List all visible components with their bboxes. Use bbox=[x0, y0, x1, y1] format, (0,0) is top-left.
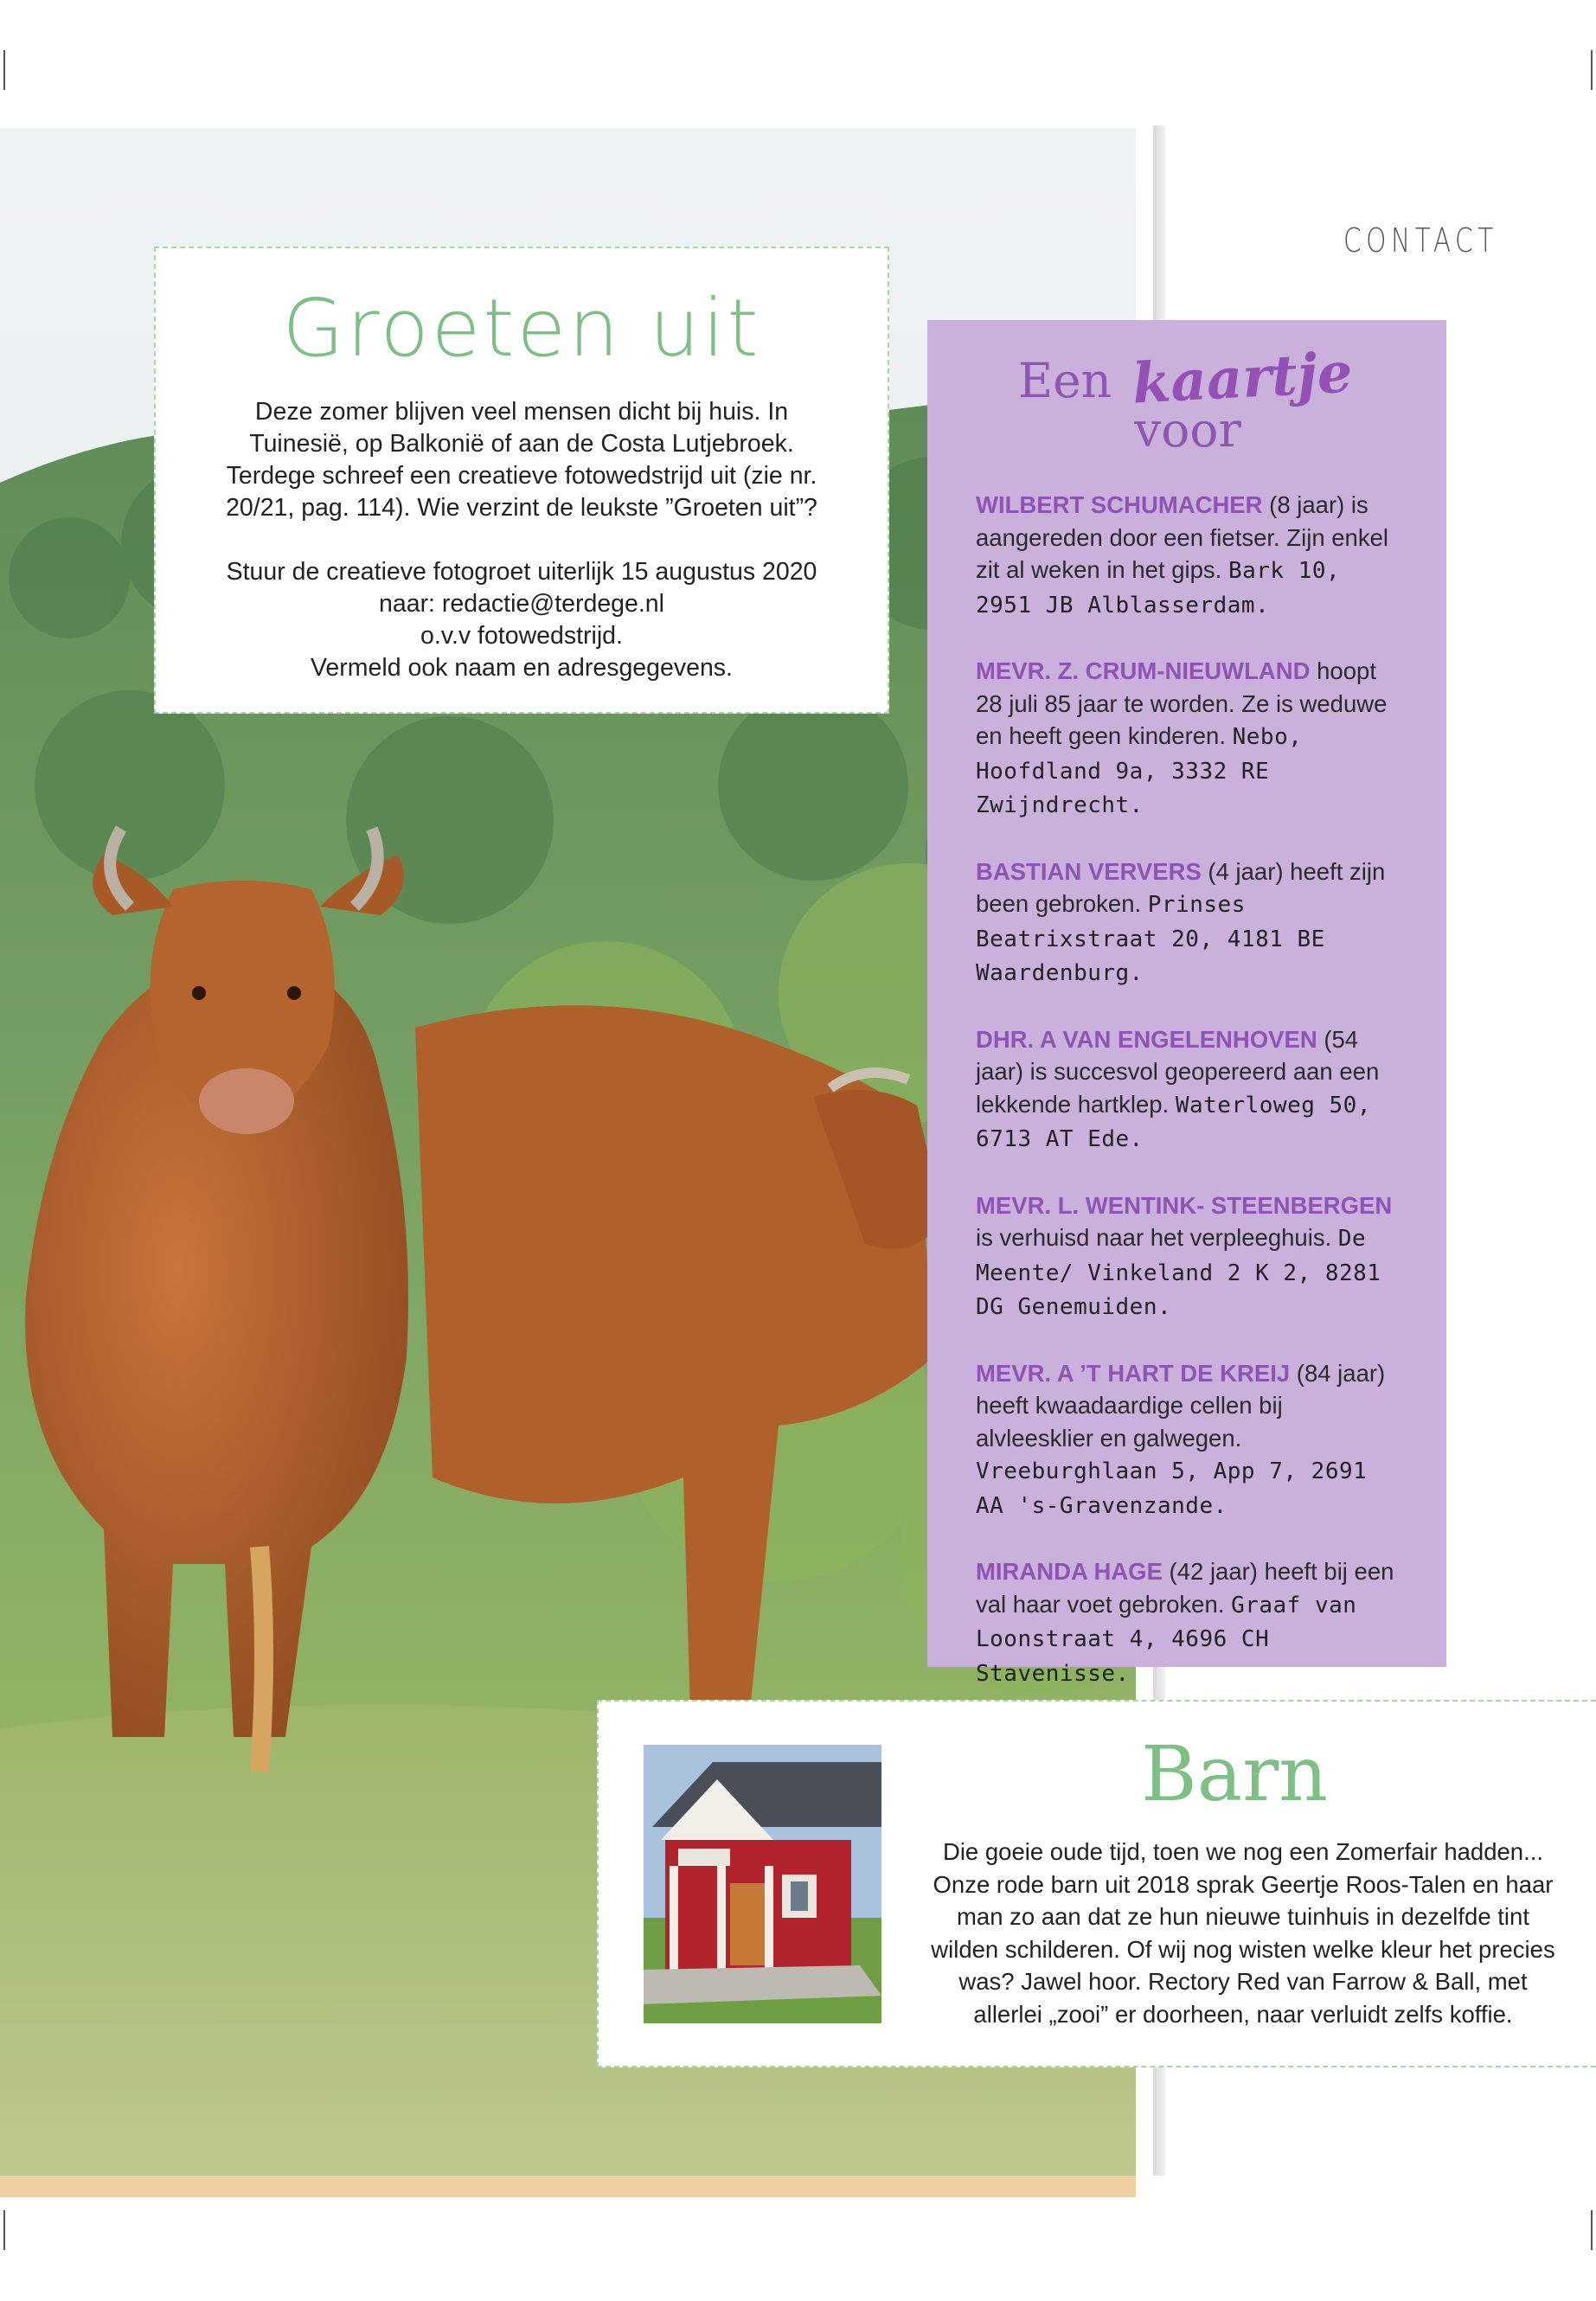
crop-mark-top-left bbox=[3, 50, 5, 90]
kaartje-entry bbox=[976, 1555, 1400, 1690]
entry-address: De Meente/ Vinkeland 2 K 2, 8281 DG Genemuiden. bbox=[976, 1226, 1381, 1320]
entry-address: Waterloweg 50, 6713 AT Ede. bbox=[976, 1092, 1371, 1152]
kaartje-entry bbox=[976, 1023, 1400, 1157]
entry-address: Nebo, Hoofdland 9a, 3332 RE Zwijndrecht. bbox=[976, 724, 1303, 818]
section-label: CONTACT bbox=[1343, 221, 1498, 260]
entry-name: DHR. A VAN ENGELENHOVEN bbox=[976, 1025, 1317, 1053]
entry-address: Graaf van Loonstraat 4, 4696 CH Stavenisse. bbox=[976, 1592, 1357, 1687]
entry-text: is verhuisd naar het verpleeghuis. bbox=[976, 1224, 1338, 1251]
kaartje-heading bbox=[976, 340, 1400, 458]
entry-text: (54 jaar) is succesvol geopereerd aan een lekkende hartklep. bbox=[976, 1025, 1380, 1118]
kaartje-entry bbox=[976, 1357, 1400, 1523]
barn-box bbox=[597, 1700, 1596, 2067]
groeten-line-email: naar: redactie@terdege.nl bbox=[379, 590, 664, 619]
entry-address: Bark 10, 2951 JB Alblasserdam. bbox=[976, 558, 1341, 619]
kaartje-heading-post: voor bbox=[1134, 402, 1241, 458]
entry-name: MEVR. A ’T HART DE KREIJ bbox=[976, 1359, 1291, 1387]
kaartje-heading-pre: Een bbox=[1017, 353, 1112, 408]
kaartje-heading-script: kaartje bbox=[1130, 340, 1354, 417]
barn-photo bbox=[644, 1745, 881, 2023]
entry-name: WILBERT SCHUMACHER bbox=[976, 491, 1263, 518]
kaartje-entry bbox=[976, 489, 1400, 622]
entry-text: (84 jaar) heeft kwaadaardige cellen bij alvleesklier en galwegen. bbox=[976, 1359, 1386, 1452]
kaartje-entry bbox=[976, 856, 1400, 990]
entry-address: Vreeburghlaan 5, App 7, 2691 AA 's-Gravenzande. bbox=[976, 1458, 1368, 1519]
entry-name: MEVR. Z. CRUM-NIEUWLAND bbox=[976, 657, 1311, 684]
crop-mark-bottom-right bbox=[1591, 2210, 1593, 2250]
entry-text: hoopt 28 juli 85 jaar te worden. Ze is weduwe en heeft geen kinderen. bbox=[976, 657, 1388, 749]
groeten-title: Groeten uit bbox=[282, 282, 761, 375]
crop-mark-top-right bbox=[1591, 50, 1593, 90]
kaartje-entry bbox=[976, 655, 1400, 823]
bottom-color-bar bbox=[0, 2176, 1136, 2197]
red-barn-illustration bbox=[644, 1745, 881, 2023]
entry-address: Prinses Beatrixstraat 20, 4181 BE Waardenburg. bbox=[976, 892, 1325, 986]
entry-name: MIRANDA HAGE bbox=[976, 1558, 1163, 1585]
groeten-line-address: Vermeld ook naam en adresgegevens. bbox=[311, 654, 733, 683]
entry-text: (42 jaar) heeft bij een val haar voet gebroken. bbox=[976, 1558, 1394, 1618]
kaartje-panel bbox=[927, 320, 1446, 1687]
crop-mark-bottom-left bbox=[3, 2210, 5, 2250]
kaartje-entry bbox=[976, 1189, 1400, 1324]
entry-text: (4 jaar) heeft zijn been gebroken. bbox=[976, 857, 1386, 917]
entry-text: (8 jaar) is aangereden door een fietser. Zijn enkel zit al weken in het gips. bbox=[976, 491, 1388, 583]
groeten-line-ovv: o.v.v fotowedstrijd. bbox=[420, 622, 623, 651]
entry-name: MEVR. L. WENTINK- STEENBERGEN bbox=[976, 1191, 1393, 1219]
barn-title: Barn bbox=[1141, 1729, 1328, 1818]
groeten-uit-box bbox=[154, 247, 889, 714]
entry-name: BASTIAN VERVERS bbox=[976, 857, 1202, 885]
groeten-intro: Deze zomer blijven veel mensen dicht bij huis. In Tuinesië, op Balkonië of aan de Costa Lutjebroek. Terdege schreef een creatieve fotowedstrijd uit (zie nr. 20/21, pag. 114). Wie verzint de leukste ”Groeten uit”? bbox=[226, 398, 817, 522]
groeten-line-deadline: Stuur de creatieve fotogroet uiterlijk 15 augustus 2020 bbox=[226, 558, 817, 586]
barn-body: Die goeie oude tijd, toen we nog een Zomerfair hadden... Onze rode barn uit 2018 sprak Geertje Roos-Talen en haar man zo aan dat ze hun nieuwe tuinhuis in dezelfde tint wilden schilderen. Of wij nog wisten welke kleur het precies was? Jawel hoor. Rectory Red van Farrow & Ball, met allerlei „zooi” er doorheen, naar verluidt zelfs koffie. bbox=[931, 1838, 1555, 2028]
groeten-body bbox=[204, 396, 839, 684]
